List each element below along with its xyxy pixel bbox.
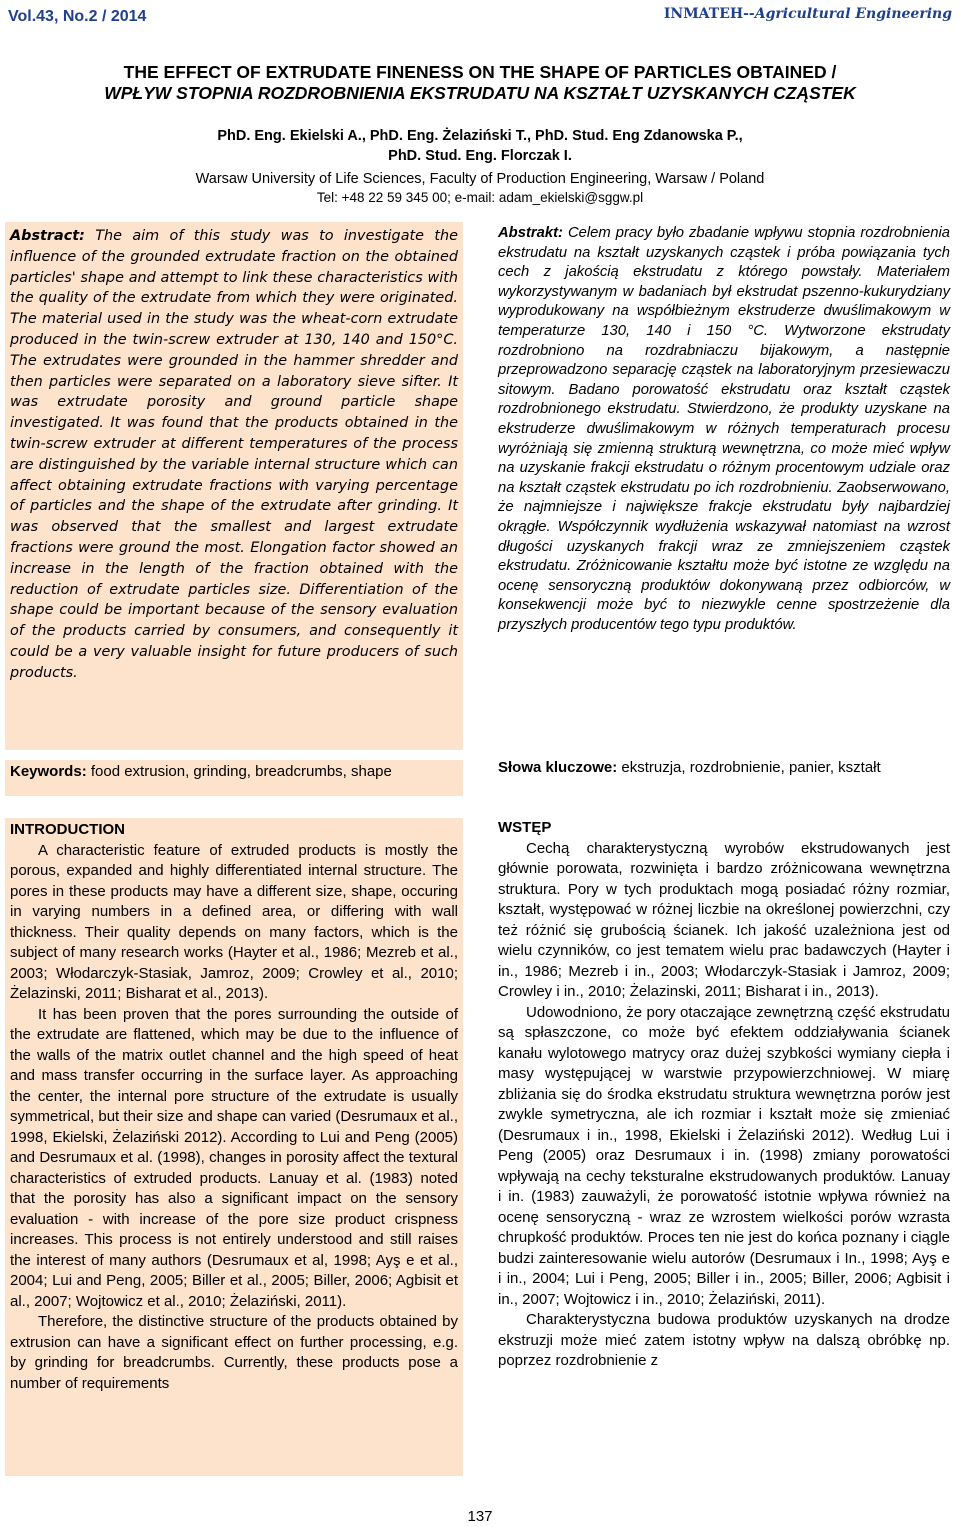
- journal-logo: [664, 6, 952, 22]
- keywords-text: food extrusion, grinding, breadcrumbs, shape: [86, 763, 392, 780]
- abstract-english: [5, 222, 463, 750]
- title-english: THE EFFECT OF EXTRUDATE FINENESS ON THE SHAPE OF PARTICLES OBTAINED /: [123, 62, 837, 82]
- abstrakt-label: Abstrakt:: [498, 225, 563, 241]
- title-polish: WPŁYW STOPNIA ROZDROBNIENIA EKSTRUDATU NA KSZTAŁT UZYSKANYCH CZĄSTEK: [104, 83, 856, 103]
- wstep-heading: WSTĘP: [498, 819, 552, 836]
- intro-paragraph-2: It has been proven that the pores surrounding the outside of the extrudate are flattened, which may be due to the influence of the walls of the matrix outlet channel and the high speed of heat and mass transfer occurring in the surface layer. As approaching the center, the internal pore structure of the extrudate is usually symmetrical, but their size and shape can varied (Desrumaux et al., 1998, Ekielski, Żelaziński 2012). According to Lui and Peng (2005) and Desrumaux et al. (1998), changes in porosity affect the textural characteristics of extruded products. Lanuay et al. (1983) noted that the porosity has also a significant impact on the sensory evaluation - with increase of the pore size product crispness increases. This process is not entirely understood and still raises the interest of many authors (Desrumaux et al, 1998; Ayş e et al., 2004; Lui and Peng, 2005; Biller et al., 2005; Biller, 2006; Agbisit et al., 2007; Wojtowicz et al., 2010; Żelaziński, 2011).: [10, 1005, 458, 1310]
- abstract-label: Abstract:: [10, 228, 85, 244]
- introduction-english: [5, 818, 463, 1476]
- page-number: 137: [467, 1508, 493, 1525]
- slowa-kluczowe-text: ekstruzja, rozdrobnienie, panier, kształt: [617, 759, 881, 776]
- keywords-polish: [498, 758, 950, 778]
- paper-title: [0, 62, 960, 104]
- intro-paragraph-1: A characteristic feature of extruded products is mostly the porous, expanded and highly differentiated internal structure. The pores in these products may have a different size, shape, occuring in varying numbers in a defined area, or differing with wall thickness. Their quality depends on many factors, which is the subject of many research works (Hayter et al., 1986; Mezreb et al., 2003; Włodarczyk-Stasiak, Jamroz, 2009; Crowley et al., 2010; Żelazinski, 2011; Bisharat et al., 2013).: [10, 841, 458, 1002]
- affiliation: Warsaw University of Life Sciences, Faculty of Production Engineering, Warsaw / Poland: [195, 171, 765, 187]
- keywords-label: Keywords:: [10, 763, 87, 780]
- volume-label: Vol.43, No.2 / 2014: [8, 8, 147, 25]
- journal-name: INMATEH--: [663, 6, 755, 22]
- journal-subtitle: Agricultural Engineering: [754, 6, 952, 22]
- introduction-polish: [498, 818, 950, 1372]
- wstep-paragraph-3: Charakterystyczna budowa produktów uzyskanych na drodze ekstruzji może mieć zatem istotny wpływ na dalszą obróbkę np. poprzez rozdrobnienie z: [498, 1311, 950, 1369]
- authors-line-1: PhD. Eng. Ekielski A., PhD. Eng. Żelaziński T., PhD. Stud. Eng Zdanowska P.,: [217, 128, 743, 144]
- abstract-polish: [498, 224, 950, 635]
- contact-info: Tel: +48 22 59 345 00; e-mail: adam_ekielski@sggw.pl: [316, 190, 644, 205]
- wstep-paragraph-1: Cechą charakterystyczną wyrobów ekstrudowanych jest głównie porowata, rozwinięta i bardzo zróżnicowana wewnętrzna struktura. Pory w tych produktach mogą posiadać różny rozmiar, kształt, występować w różnej liczbie na określonej powierzchni, czy też różnić się grubością ścianek. Ich jakość uzależniona jest od wielu czynników, co jest tematem wielu prac badawczych (Hayter i in., 1986; Mezreb i in., 2003; Włodarczyk-Stasiak i Jamroz, 2009; Crowley i in., 2010; Żelazinski, 2011; Bisharat i in., 2013).: [498, 839, 950, 1000]
- authors-line-2: PhD. Stud. Eng. Florczak I.: [388, 148, 572, 164]
- author-list: [0, 126, 960, 166]
- slowa-kluczowe-label: Słowa kluczowe:: [498, 759, 618, 776]
- abstract-text: The aim of this study was to investigate the influence of the grounded extrudate fraction on the obtained particles' shape and attempt to link these characteristics with the quality of the extrudate from which they were originated. The material used in the study was the wheat-corn extrudate produced in the twin-screw extruder at 130, 140 and 150°C. The extrudates were grounded in the hammer shredder and then particles were separated on a laboratory sieve sifter. It was extrudate porosity and ground particle shape investigated. It was found that the products obtained in the twin-screw extruder at different temperatures of the process are distinguished by the variable internal structure which can affect obtaining extrudate fractions with varying percentage of particles and the shape of the extrudate after grinding. It was observed that the smallest and largest extrudate fractions were ground the most. Elongation factor showed an increase in the length of the fraction obtained with the reduction of extrudate particles size. Differentiation of the shape could be important because of the sensory evaluation of the products carried by consumers, and consequently it could be a very valuable insight for future producers of such products.: [10, 228, 458, 681]
- keywords-english: [5, 760, 463, 796]
- intro-paragraph-3: Therefore, the distinctive structure of the products obtained by extrusion can have a significant effect on further processing, e.g. by grinding for breadcrumbs. Currently, these products pose a number of requirements: [10, 1313, 458, 1392]
- introduction-heading: INTRODUCTION: [10, 821, 125, 838]
- wstep-paragraph-2: Udowodniono, że pory otaczające zewnętrzną część ekstrudatu są spłaszczone, co może być efektem oddziaływania ścianek kanału wylotowego matrycy oraz dużej szybkości wymiany ciepła i masy występującej w warstwie przypowierzchniowej. W miarę zbliżania się do środka ekstrudatu struktura wewnętrzna porów jest zwykle symetryczna, ale ich rozmiar i kształt może się zmieniać (Desrumaux i in., 1998, Ekielski i Żelaziński 2012). Według Lui i Peng (2005) oraz Desrumaux i in. (1998) zmiany porowatości wpływają na cechy teksturalne ekstrudowanych produktów. Lanuay i in. (1983) zauważyli, że porowatość istotnie wpływa również na ocenę sensoryczną - wraz ze wzrostem wielkości porów wzrasta chrupkość produktów. Proces ten nie jest do końca poznany i ciągle budzi zainteresowanie wielu autorów (Desrumaux i In., 1998; Ayş e i in., 2004; Lui i Peng, 2005; Biller i in., 2005; Biller, 2006; Agbisit i in., 2007; Wojtowicz i in., 2010; Żelaziński, 2011).: [498, 1003, 950, 1308]
- abstrakt-text: Celem pracy było zbadanie wpływu stopnia rozdrobnienia ekstrudatu na kształt uzyskanych cząstek i próba powiązania tych cech z jakością ekstrudatu z którego powstały. Materiałem wykorzystywanym w badaniach był ekstrudat pszenno-kukurydziany wyprodukowany na współbieżnym ekstruderze dwuślimakowym w temperaturze 130, 140 i 150 °C. Wytworzone ekstrudaty rozdrobniono na rozdrabniaczu bijakowym, a następnie przeprowadzono separację cząstek na laboratoryjnym przesiewaczu sitowym. Badano porowatość ekstrudatu oraz kształt cząstek rozdrobnionego ekstrudatu. Stwierdzono, że produkty uzyskane na ekstruderze dwuślimakowym w różnych temperaturach procesu wyróżniają się zmienną strukturą wewnętrzna, co może mieć wpływ na uzyskanie frakcji ekstrudatu o różnym procentowym udziale oraz na kształt cząstek ekstrudatu po ich rozdrobnieniu. Zaobserwowano, że najmniejsze i największe frakcje ekstrudatu były najbardziej okrągłe. Współczynnik wydłużenia wskazywał natomiast na wzrost długości uzyskanych frakcji wraz ze zmniejszeniem cząstek ekstrudatu. Zróżnicowanie kształtu może być istotne ze względu na ocenę sensoryczną produktów dokonywaną przez odbiorców, w konsekwencji może być to niezwykle cenne spostrzeżenie dla przyszłych producentów tego typu produktów.: [498, 225, 950, 633]
